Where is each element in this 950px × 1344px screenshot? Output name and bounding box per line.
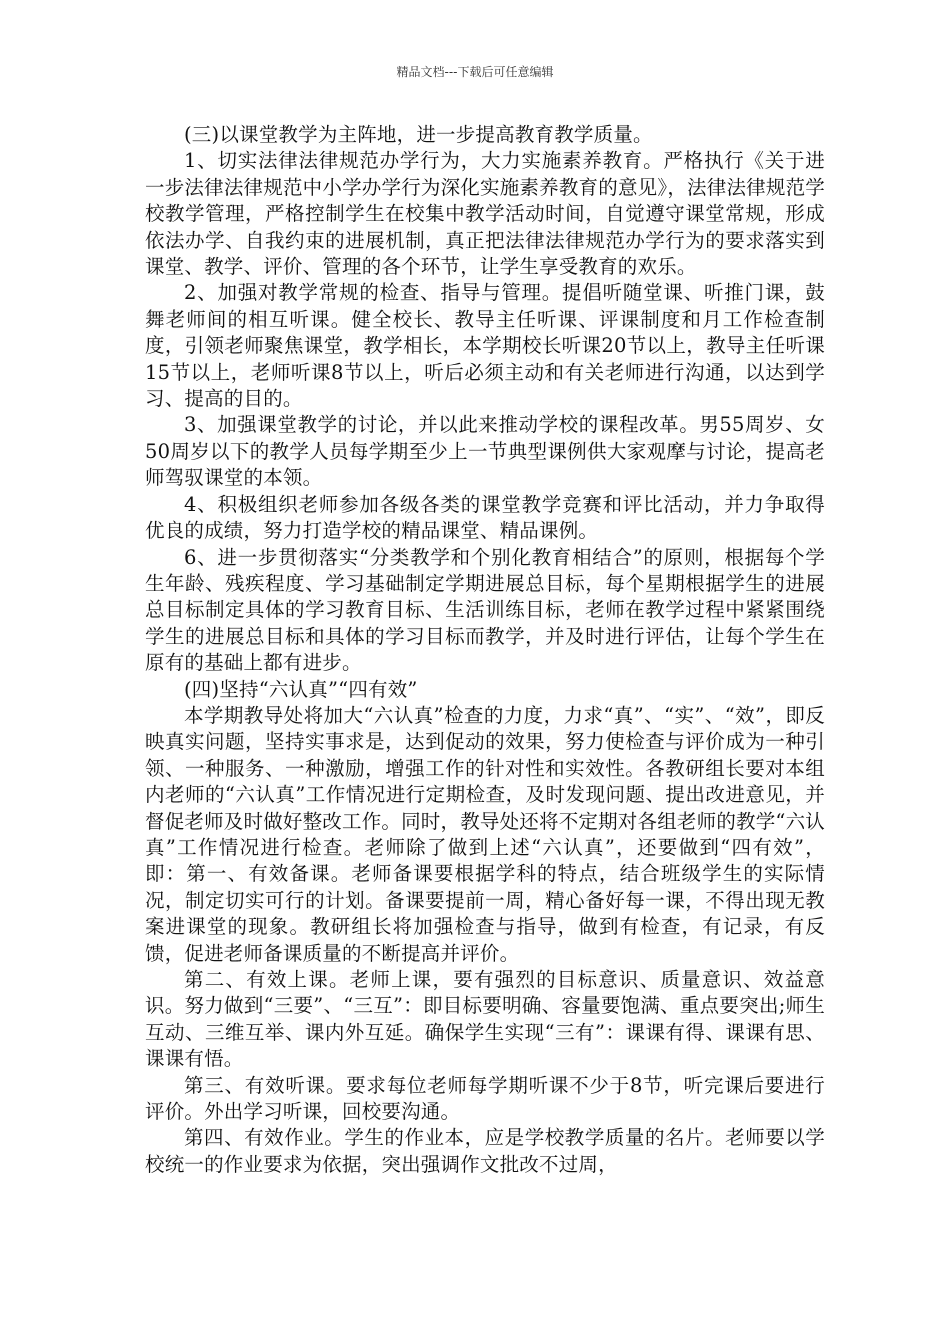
page-header: 精品文档---下载后可任意编辑 <box>396 65 554 79</box>
paragraph-item-1: 1、切实法律法律规范办学行为，大力实施素养教育。严格执行《关于进一步法律法律规范中小学办学行为深化实施素养教育的意见》，法律法律规范学校教学管理，严格控制学生在校集中教学活动时间，自觉遵守课堂常规，形成依法办学、自我约束的进展机制，真正把法律法律规范办学行为的要求落实到课堂、教学、评价、管理的各个环节，让学生享受教育的欢乐。 <box>145 149 825 279</box>
paragraph-item-2: 2、加强对教学常规的检查、指导与管理。提倡听随堂课、听推门课，鼓舞老师间的相互听课。健全校长、教导主任听课、评课制度和月工作检查制度，引领老师聚焦课堂，教学相长，本学期校长听课20节以上，教导主任听课15节以上，老师听课8节以上，听后必须主动和有关老师进行沟通，以达到学习、提高的目的。 <box>145 281 825 411</box>
document-body <box>145 122 825 1178</box>
paragraph-item-4: 4、积极组织老师参加各级各类的课堂教学竞赛和评比活动，并力争取得优良的成绩，努力打造学校的精品课堂、精品课例。 <box>145 492 825 543</box>
paragraph-item-6: 6、进一步贯彻落实“分类教学和个别化教育相结合”的原则，根据每个学生年龄、残疾程度、学习基础制定学期进展总目标，每个星期根据学生的进展总目标制定具体的学习教育目标、生活训练目标，老师在教学过程中紧紧围绕学生的进展总目标和具体的学习目标而教学，并及时进行评估，让每个学生在原有的基础上都有进步。 <box>145 545 825 675</box>
section-heading-4: (四)坚持“六认真”“四有效” <box>184 677 418 701</box>
paragraph-six-checks: 本学期教导处将加大“六认真”检查的力度，力求“真”、“实”、“效”，即反映真实问题，坚持实事求是，达到促动的效果，努力使检查与评价成为一种引领、一种服务、一种激励，增强工作的针对性和实效性。各教研组长要对本组内老师的“六认真”工作情况进行定期检查，及时发现问题、提出改进意见，并督促老师及时做好整改工作。同时，教导处还将不定期对各组老师的教学“六认真”工作情况进行检查。老师除了做到上述“六认真”，还要做到“四有效”，即：第一、有效备课。老师备课要根据学科的特点，结合班级学生的实际情况，制定切实可行的计划。备课要提前一周，精心备好每一课，不得出现无教案进课堂的现象。教研组长将加强检查与指导，做到有检查，有记录，有反馈，促进老师备课质量的不断提高并评价。 <box>145 703 825 965</box>
section-heading-3: (三)以课堂教学为主阵地，进一步提高教育教学质量。 <box>184 123 653 146</box>
paragraph-effective-teaching: 第二、有效上课。老师上课，要有强烈的目标意识、质量意识、效益意识。努力做到“三要”、“三互”：即目标要明确、容量要饱满、重点要突出;师生互动、三维互举、课内外互延。确保学生实现“三有”：课课有得、课课有思、课课有悟。 <box>145 968 825 1071</box>
paragraph-effective-listening: 第三、有效听课。要求每位老师每学期听课不少于8节，听完课后要进行评价。外出学习听课，回校要沟通。 <box>145 1073 825 1124</box>
paragraph-effective-homework: 第四、有效作业。学生的作业本，应是学校教学质量的名片。老师要以学校统一的作业要求为依据，突出强调作文批改不过周， <box>145 1126 825 1176</box>
paragraph-item-3: 3、加强课堂教学的讨论，并以此来推动学校的课程改革。男55周岁、女50周岁以下的教学人员每学期至少上一节典型课例供大家观摩与讨论，提高老师驾驭课堂的本领。 <box>145 413 825 490</box>
